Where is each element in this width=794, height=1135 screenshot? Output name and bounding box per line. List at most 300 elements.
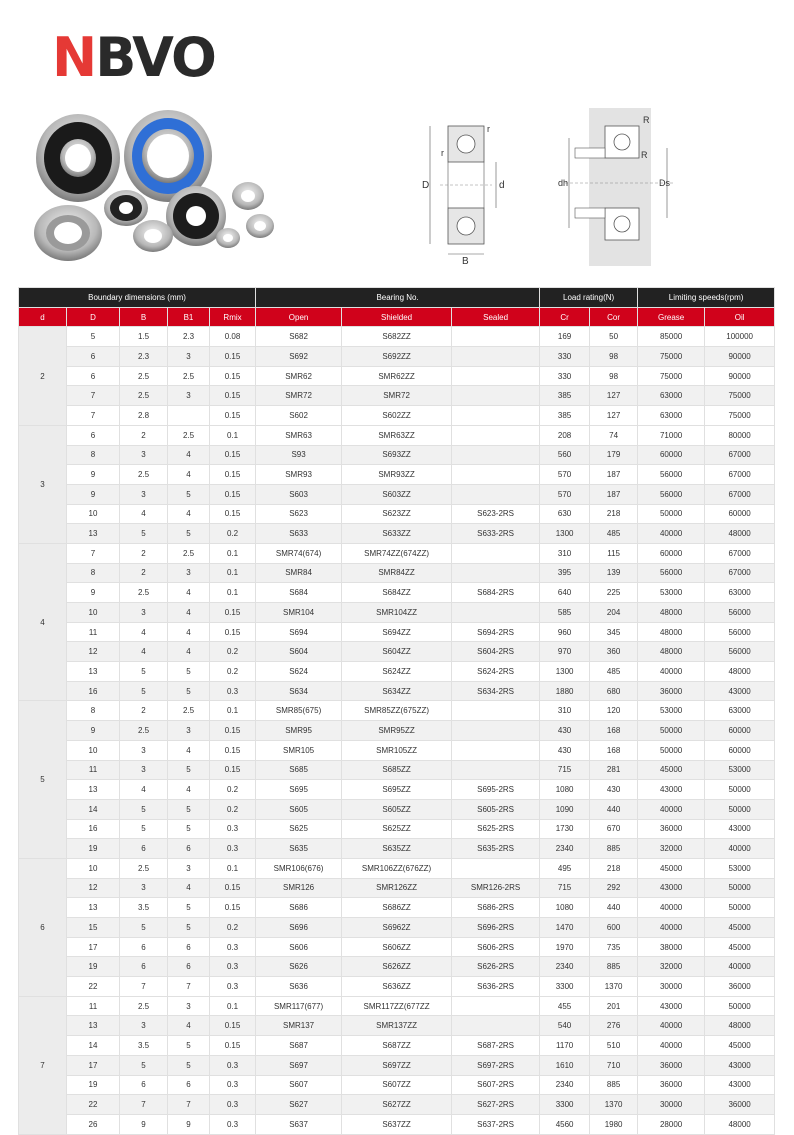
label-R-mid: R — [641, 150, 648, 160]
cell-rmix: 0.15 — [210, 740, 256, 760]
label-r-top: r — [487, 124, 490, 134]
cell-shielded: S692ZZ — [342, 347, 452, 367]
cell-D: 9 — [67, 721, 120, 741]
cell-B: 3 — [120, 484, 168, 504]
cell-B1: 4 — [168, 622, 210, 642]
col-header-cr: Cr — [540, 307, 590, 327]
cell-oil: 50000 — [705, 898, 775, 918]
cell-sealed: S697-2RS — [452, 1055, 540, 1075]
cell-oil: 45000 — [705, 1036, 775, 1056]
logo-letter-n: N — [52, 26, 96, 89]
cell-sealed — [452, 563, 540, 583]
cell-cor: 680 — [590, 681, 638, 701]
cell-rmix: 0.15 — [210, 406, 256, 426]
cell-cor: 218 — [590, 858, 638, 878]
table-row — [19, 799, 775, 819]
cell-cr: 1080 — [540, 780, 590, 800]
cell-B: 6 — [120, 839, 168, 859]
cell-sealed: S694-2RS — [452, 622, 540, 642]
cell-cor: 168 — [590, 740, 638, 760]
cell-shielded: S693ZZ — [342, 445, 452, 465]
cell-rmix: 0.3 — [210, 977, 256, 997]
cell-open: S695 — [256, 780, 342, 800]
cell-open: S634 — [256, 681, 342, 701]
cell-grease: 40000 — [638, 662, 705, 682]
table-row — [19, 858, 775, 878]
cell-oil: 53000 — [705, 858, 775, 878]
cell-D: 13 — [67, 898, 120, 918]
cell-cr: 1300 — [540, 524, 590, 544]
cell-B1: 5 — [168, 662, 210, 682]
cell-shielded: SMR62ZZ — [342, 366, 452, 386]
cell-cr: 1090 — [540, 799, 590, 819]
cell-cr: 960 — [540, 622, 590, 642]
cell-shielded: S682ZZ — [342, 327, 452, 347]
cell-sealed: S635-2RS — [452, 839, 540, 859]
label-R-top: R — [643, 115, 650, 125]
cell-sealed: S696-2RS — [452, 918, 540, 938]
cell-shielded: SMR137ZZ — [342, 1016, 452, 1036]
col-header-sealed: Sealed — [452, 307, 540, 327]
cell-sealed — [452, 425, 540, 445]
table-row — [19, 977, 775, 997]
cell-shielded: SMR74ZZ(674ZZ) — [342, 543, 452, 563]
cell-cor: 98 — [590, 366, 638, 386]
cell-D: 9 — [67, 484, 120, 504]
cell-oil: 45000 — [705, 937, 775, 957]
cell-B1: 3 — [168, 721, 210, 741]
table-row — [19, 1114, 775, 1134]
cell-cr: 330 — [540, 366, 590, 386]
cell-rmix: 0.15 — [210, 878, 256, 898]
cell-rmix: 0.3 — [210, 957, 256, 977]
cell-D: 14 — [67, 1036, 120, 1056]
cell-B: 2.3 — [120, 347, 168, 367]
cell-grease: 50000 — [638, 504, 705, 524]
cell-rmix: 0.15 — [210, 1016, 256, 1036]
cell-shielded: S623ZZ — [342, 504, 452, 524]
cell-sealed: S634-2RS — [452, 681, 540, 701]
cell-open: S607 — [256, 1075, 342, 1095]
cell-sealed — [452, 366, 540, 386]
cell-B: 3.5 — [120, 1036, 168, 1056]
cell-B1: 4 — [168, 603, 210, 623]
cell-cr: 310 — [540, 543, 590, 563]
cell-rmix: 0.15 — [210, 1036, 256, 1056]
cell-shielded: S697ZZ — [342, 1055, 452, 1075]
cell-B: 3 — [120, 1016, 168, 1036]
cell-oil: 100000 — [705, 327, 775, 347]
cell-D: 16 — [67, 819, 120, 839]
label-d: d — [499, 180, 505, 191]
cell-open: SMR72 — [256, 386, 342, 406]
cell-open: SMR62 — [256, 366, 342, 386]
cell-B: 3 — [120, 878, 168, 898]
table-row — [19, 996, 775, 1016]
cell-oil: 75000 — [705, 406, 775, 426]
cell-shielded: S604ZZ — [342, 642, 452, 662]
cell-cor: 735 — [590, 937, 638, 957]
cell-shielded: S625ZZ — [342, 819, 452, 839]
cell-shielded: S605ZZ — [342, 799, 452, 819]
cell-grease: 36000 — [638, 1075, 705, 1095]
cell-rmix: 0.2 — [210, 799, 256, 819]
cell-rmix: 0.3 — [210, 1114, 256, 1134]
cell-sealed — [452, 740, 540, 760]
table-row — [19, 543, 775, 563]
cell-cor: 187 — [590, 484, 638, 504]
table-row — [19, 662, 775, 682]
cell-D: 9 — [67, 465, 120, 485]
col-header-open: Open — [256, 307, 342, 327]
cell-B1: 4 — [168, 465, 210, 485]
brand-logo — [52, 28, 215, 88]
cell-cr: 570 — [540, 484, 590, 504]
cell-oil: 56000 — [705, 603, 775, 623]
cell-cr: 1470 — [540, 918, 590, 938]
cell-grease: 43000 — [638, 878, 705, 898]
cell-sealed: S624-2RS — [452, 662, 540, 682]
cell-B: 2.5 — [120, 465, 168, 485]
cell-cr: 430 — [540, 721, 590, 741]
table-row — [19, 386, 775, 406]
cell-cr: 430 — [540, 740, 590, 760]
cell-grease: 43000 — [638, 780, 705, 800]
bearing-cross-section-diagram — [410, 120, 520, 265]
cell-rmix: 0.3 — [210, 681, 256, 701]
cell-d: 6 — [19, 858, 67, 996]
cell-shielded: SMR63ZZ — [342, 425, 452, 445]
cell-grease: 40000 — [638, 898, 705, 918]
cell-sealed — [452, 603, 540, 623]
cell-sealed — [452, 406, 540, 426]
cell-D: 12 — [67, 642, 120, 662]
cell-sealed: S637-2RS — [452, 1114, 540, 1134]
cell-sealed: S606-2RS — [452, 937, 540, 957]
bearing-mounting-diagram — [555, 108, 685, 266]
cell-B1: 6 — [168, 839, 210, 859]
cell-B1: 2.5 — [168, 366, 210, 386]
cell-oil: 36000 — [705, 977, 775, 997]
cell-grease: 48000 — [638, 642, 705, 662]
cell-open: S627 — [256, 1095, 342, 1115]
cell-shielded: S687ZZ — [342, 1036, 452, 1056]
cell-D: 7 — [67, 406, 120, 426]
cell-cor: 670 — [590, 819, 638, 839]
cell-B: 5 — [120, 819, 168, 839]
cell-open: S623 — [256, 504, 342, 524]
cell-cr: 1300 — [540, 662, 590, 682]
cell-grease: 71000 — [638, 425, 705, 445]
cell-D: 8 — [67, 563, 120, 583]
cell-D: 12 — [67, 878, 120, 898]
table-row — [19, 878, 775, 898]
cell-grease: 30000 — [638, 1095, 705, 1115]
cell-grease: 45000 — [638, 858, 705, 878]
cell-D: 11 — [67, 622, 120, 642]
cell-grease: 56000 — [638, 465, 705, 485]
cell-D: 13 — [67, 780, 120, 800]
cell-B: 5 — [120, 918, 168, 938]
cell-cr: 1170 — [540, 1036, 590, 1056]
table-row — [19, 1036, 775, 1056]
cell-rmix: 0.1 — [210, 858, 256, 878]
cell-B: 2.5 — [120, 583, 168, 603]
col-header-B: B — [120, 307, 168, 327]
cell-oil: 90000 — [705, 366, 775, 386]
table-body — [19, 327, 775, 1134]
cell-open: S685 — [256, 760, 342, 780]
cell-cor: 360 — [590, 642, 638, 662]
cell-rmix: 0.15 — [210, 504, 256, 524]
cell-B1: 3 — [168, 386, 210, 406]
cell-grease: 53000 — [638, 701, 705, 721]
cell-rmix: 0.3 — [210, 1055, 256, 1075]
cell-B: 4 — [120, 780, 168, 800]
cell-B1: 4 — [168, 740, 210, 760]
cell-cr: 570 — [540, 465, 590, 485]
cell-open: SMR105 — [256, 740, 342, 760]
cell-open: S624 — [256, 662, 342, 682]
cell-B: 6 — [120, 957, 168, 977]
cell-grease: 60000 — [638, 543, 705, 563]
cell-cr: 1610 — [540, 1055, 590, 1075]
cell-grease: 85000 — [638, 327, 705, 347]
cell-open: S626 — [256, 957, 342, 977]
cell-rmix: 0.15 — [210, 898, 256, 918]
cell-B1: 3 — [168, 347, 210, 367]
cell-cor: 292 — [590, 878, 638, 898]
cell-open: S692 — [256, 347, 342, 367]
cell-cor: 218 — [590, 504, 638, 524]
cell-open: SMR63 — [256, 425, 342, 445]
cell-d: 4 — [19, 543, 67, 701]
cell-cr: 2340 — [540, 1075, 590, 1095]
cell-cor: 440 — [590, 898, 638, 918]
cell-grease: 60000 — [638, 445, 705, 465]
table-row — [19, 484, 775, 504]
cell-sealed — [452, 484, 540, 504]
table-row — [19, 780, 775, 800]
cell-D: 10 — [67, 858, 120, 878]
cell-oil: 50000 — [705, 780, 775, 800]
cell-oil: 56000 — [705, 642, 775, 662]
cell-open: S684 — [256, 583, 342, 603]
cell-grease: 63000 — [638, 386, 705, 406]
cell-grease: 56000 — [638, 563, 705, 583]
cell-cr: 540 — [540, 1016, 590, 1036]
label-dh: dh — [558, 178, 569, 188]
cell-cr: 715 — [540, 760, 590, 780]
cell-B1: 5 — [168, 799, 210, 819]
cell-oil: 48000 — [705, 662, 775, 682]
cell-open: SMR93 — [256, 465, 342, 485]
cell-rmix: 0.15 — [210, 465, 256, 485]
cell-rmix: 0.1 — [210, 583, 256, 603]
table-row — [19, 681, 775, 701]
cell-open: SMR137 — [256, 1016, 342, 1036]
table-row — [19, 504, 775, 524]
cell-shielded: S603ZZ — [342, 484, 452, 504]
cell-cr: 330 — [540, 347, 590, 367]
cell-sealed — [452, 996, 540, 1016]
cell-sealed — [452, 721, 540, 741]
cell-sealed: SMR126-2RS — [452, 878, 540, 898]
column-header-row — [19, 307, 775, 327]
cell-sealed — [452, 543, 540, 563]
cell-cor: 281 — [590, 760, 638, 780]
cell-cor: 50 — [590, 327, 638, 347]
cell-B: 2.5 — [120, 366, 168, 386]
cell-D: 19 — [67, 1075, 120, 1095]
table-row — [19, 583, 775, 603]
cell-B1: 3 — [168, 996, 210, 1016]
cell-B1: 4 — [168, 504, 210, 524]
cell-shielded: SMR104ZZ — [342, 603, 452, 623]
table-row — [19, 898, 775, 918]
cell-d: 2 — [19, 327, 67, 425]
table-row — [19, 622, 775, 642]
cell-open: S602 — [256, 406, 342, 426]
bearings-photo — [18, 108, 280, 266]
cell-B: 2 — [120, 701, 168, 721]
col-header-d: d — [19, 307, 67, 327]
cell-oil: 67000 — [705, 445, 775, 465]
cell-cor: 98 — [590, 347, 638, 367]
cell-cor: 120 — [590, 701, 638, 721]
cell-shielded: SMR84ZZ — [342, 563, 452, 583]
table-row — [19, 740, 775, 760]
cell-sealed: S607-2RS — [452, 1075, 540, 1095]
group-header-limiting-speeds: Limiting speeds(rpm) — [638, 288, 775, 308]
cell-B1: 7 — [168, 1095, 210, 1115]
cell-sealed — [452, 386, 540, 406]
cell-oil: 43000 — [705, 819, 775, 839]
cell-oil: 36000 — [705, 1095, 775, 1115]
cell-rmix: 0.15 — [210, 445, 256, 465]
cell-B: 5 — [120, 662, 168, 682]
cell-sealed: S627-2RS — [452, 1095, 540, 1115]
cell-oil: 40000 — [705, 957, 775, 977]
cell-B1: 2.5 — [168, 543, 210, 563]
cell-oil: 67000 — [705, 484, 775, 504]
cell-D: 26 — [67, 1114, 120, 1134]
cell-open: SMR117(677) — [256, 996, 342, 1016]
cell-rmix: 0.15 — [210, 386, 256, 406]
cell-open: SMR84 — [256, 563, 342, 583]
cell-rmix: 0.1 — [210, 996, 256, 1016]
cell-cr: 630 — [540, 504, 590, 524]
cell-B: 1.5 — [120, 327, 168, 347]
cell-rmix: 0.2 — [210, 780, 256, 800]
table-row — [19, 918, 775, 938]
cell-cr: 585 — [540, 603, 590, 623]
cell-open: S686 — [256, 898, 342, 918]
cell-oil: 43000 — [705, 1075, 775, 1095]
cell-shielded: S606ZZ — [342, 937, 452, 957]
label-Ds: Ds — [659, 178, 670, 188]
cell-B: 7 — [120, 977, 168, 997]
cell-D: 8 — [67, 445, 120, 465]
cell-open: SMR106(676) — [256, 858, 342, 878]
cell-rmix: 0.15 — [210, 603, 256, 623]
cell-grease: 40000 — [638, 1016, 705, 1036]
cell-B1: 9 — [168, 1114, 210, 1134]
cell-cr: 2340 — [540, 957, 590, 977]
cell-cr: 169 — [540, 327, 590, 347]
cell-B1: 2.5 — [168, 701, 210, 721]
cell-D: 6 — [67, 425, 120, 445]
cell-rmix: 0.15 — [210, 721, 256, 741]
cell-shielded: SMR85ZZ(675ZZ) — [342, 701, 452, 721]
cell-cr: 208 — [540, 425, 590, 445]
cell-rmix: 0.15 — [210, 760, 256, 780]
cell-oil: 50000 — [705, 799, 775, 819]
cell-shielded: S684ZZ — [342, 583, 452, 603]
cell-D: 9 — [67, 583, 120, 603]
cell-rmix: 0.15 — [210, 484, 256, 504]
cell-B: 2 — [120, 563, 168, 583]
table-row — [19, 425, 775, 445]
group-header-load-rating: Load rating(N) — [540, 288, 638, 308]
cell-D: 13 — [67, 662, 120, 682]
bearing-spec-table — [18, 287, 775, 1135]
cell-grease: 40000 — [638, 524, 705, 544]
cell-shielded: S633ZZ — [342, 524, 452, 544]
cell-D: 19 — [67, 957, 120, 977]
cell-B: 5 — [120, 799, 168, 819]
cell-cr: 1080 — [540, 898, 590, 918]
table-row — [19, 327, 775, 347]
cell-cor: 885 — [590, 1075, 638, 1095]
group-header-row — [19, 288, 775, 308]
cell-B1: 2.3 — [168, 327, 210, 347]
cell-d: 7 — [19, 996, 67, 1134]
cell-cr: 3300 — [540, 977, 590, 997]
cell-cor: 1370 — [590, 977, 638, 997]
cell-D: 11 — [67, 760, 120, 780]
cell-grease: 75000 — [638, 347, 705, 367]
group-header-bearing-no: Bearing No. — [256, 288, 540, 308]
cell-oil: 48000 — [705, 524, 775, 544]
cell-shielded: S686ZZ — [342, 898, 452, 918]
cell-shielded: S637ZZ — [342, 1114, 452, 1134]
cell-shielded: S624ZZ — [342, 662, 452, 682]
cell-oil: 60000 — [705, 721, 775, 741]
cell-oil: 50000 — [705, 996, 775, 1016]
table-row — [19, 366, 775, 386]
table-row — [19, 839, 775, 859]
cell-grease: 56000 — [638, 484, 705, 504]
cell-B1: 4 — [168, 1016, 210, 1036]
cell-B: 2 — [120, 425, 168, 445]
table-row — [19, 406, 775, 426]
cell-oil: 90000 — [705, 347, 775, 367]
cell-sealed — [452, 445, 540, 465]
cell-B1: 6 — [168, 1075, 210, 1095]
cell-shielded: S636ZZ — [342, 977, 452, 997]
cell-oil: 60000 — [705, 740, 775, 760]
cell-B: 3 — [120, 760, 168, 780]
cell-B1 — [168, 406, 210, 426]
col-header-B1: B1 — [168, 307, 210, 327]
cell-cr: 455 — [540, 996, 590, 1016]
cell-grease: 32000 — [638, 957, 705, 977]
table-row — [19, 465, 775, 485]
cell-sealed — [452, 701, 540, 721]
col-header-oil: Oil — [705, 307, 775, 327]
table-row — [19, 603, 775, 623]
